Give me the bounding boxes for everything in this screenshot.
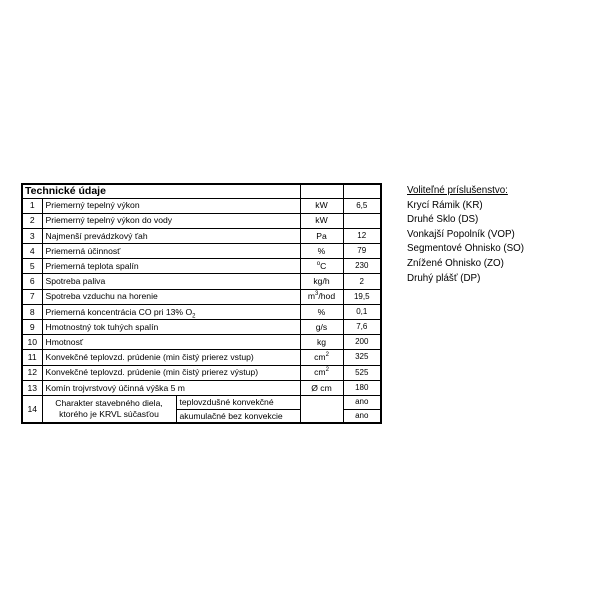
row-unit: kg [300, 335, 343, 350]
table-title-row [22, 184, 381, 198]
row-value: 7,6 [343, 320, 381, 335]
table-row [22, 304, 381, 319]
table-row [22, 198, 381, 213]
row-label: Konvekčné teplovzd. prúdenie (min čistý prierez výstup) [42, 365, 300, 380]
row-label: Spotreba vzduchu na horenie [42, 289, 300, 304]
table-row [22, 244, 381, 259]
row-number: 5 [22, 259, 42, 274]
row-unit: % [300, 304, 343, 319]
technical-data-table [21, 183, 382, 424]
row-value [343, 213, 381, 228]
row-unit: kW [300, 198, 343, 213]
table-row [22, 350, 381, 365]
row-label: Konvekčné teplovzd. prúdenie (min čistý prierez vstup) [42, 350, 300, 365]
row-unit: % [300, 244, 343, 259]
accessory-item: Krycí Rámik (KR) [407, 199, 483, 211]
accessory-item: Znížené Ohnisko (ZO) [407, 257, 504, 269]
row-label: Hmotnostný tok tuhých spalín [42, 320, 300, 335]
row-value: 0,1 [343, 304, 381, 319]
table-title: Technické údaje [22, 184, 300, 198]
row-number: 10 [22, 335, 42, 350]
row14-option-convective: teplovzdušné konvekčné [176, 395, 300, 409]
row-value: 230 [343, 259, 381, 274]
row-number: 2 [22, 213, 42, 228]
table-row [22, 365, 381, 380]
row-number: 12 [22, 365, 42, 380]
row-number: 3 [22, 228, 42, 243]
row-label: Priemerná koncentrácia CO pri 13% $O_2$ [42, 304, 300, 319]
row14-value-1: ano [343, 395, 381, 409]
table-row [22, 320, 381, 335]
row-label: Priemerný tepelný výkon [42, 198, 300, 213]
row-value: 2 [343, 274, 381, 289]
accessory-item: Druhý plášť (DP) [407, 272, 481, 284]
table-row [22, 289, 381, 304]
row-unit: Pa [300, 228, 343, 243]
table-row [22, 259, 381, 274]
accessory-item: Segmentové Ohnisko (SO) [407, 243, 525, 255]
row-label: Priemerná účinnosť [42, 244, 300, 259]
row-label: Komín trojvrstvový účinná výška 5 m [42, 380, 300, 395]
row-value: 6,5 [343, 198, 381, 213]
row-unit: $^o$C [300, 259, 343, 274]
table-row [22, 335, 381, 350]
row-label: Spotreba paliva [42, 274, 300, 289]
table-row [22, 380, 381, 395]
row-unit: $cm^2$ [300, 350, 343, 365]
row-label: Priemerná teplota spalín [42, 259, 300, 274]
row-value: 325 [343, 350, 381, 365]
row-value: 19,5 [343, 289, 381, 304]
row-number: 13 [22, 380, 42, 395]
row-number: 14 [22, 395, 42, 423]
optional-accessories [407, 184, 524, 286]
table-row [22, 274, 381, 289]
row-unit: kg/h [300, 274, 343, 289]
row-unit: $cm^2$ [300, 365, 343, 380]
row-label: Najmenší prevádzkový ťah [42, 228, 300, 243]
accessory-item: Vonkajší Popolník (VOP) [407, 228, 515, 240]
row-number: 7 [22, 289, 42, 304]
row-value: 180 [343, 380, 381, 395]
row-value: 79 [343, 244, 381, 259]
table-row [22, 228, 381, 243]
row-number: 9 [22, 320, 42, 335]
table-row [22, 213, 381, 228]
row-number: 4 [22, 244, 42, 259]
row-number: 6 [22, 274, 42, 289]
row-unit: $m^3$/hod [300, 289, 343, 304]
row14-value-2: ano [343, 409, 381, 423]
building-character-label: Charakter stavebného diela, ktorého je KRVL súčasťou [42, 395, 176, 423]
row-number: 1 [22, 198, 42, 213]
accessories-title: Voliteľné príslušenstvo: [407, 185, 508, 196]
row-unit: g/s [300, 320, 343, 335]
row-number: 11 [22, 350, 42, 365]
table-row-14 [22, 395, 381, 409]
row-value: 200 [343, 335, 381, 350]
row-unit: Ø cm [300, 380, 343, 395]
row14-option-accumulative: akumulačné bez konvekcie [176, 409, 300, 423]
accessory-item: Druhé Sklo (DS) [407, 214, 479, 226]
row-number: 8 [22, 304, 42, 319]
row-unit: kW [300, 213, 343, 228]
row-value: 525 [343, 365, 381, 380]
row-label: Hmotnosť [42, 335, 300, 350]
row-label: Priemerný tepelný výkon do vody [42, 213, 300, 228]
row-value: 12 [343, 228, 381, 243]
